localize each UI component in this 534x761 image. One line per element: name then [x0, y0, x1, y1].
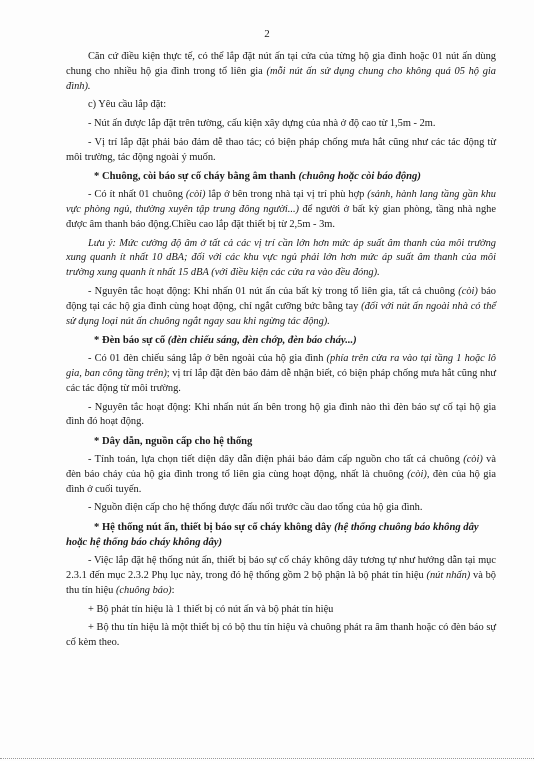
document-body — [66, 50, 496, 655]
section-heading-light: * Đèn báo sự cố (đèn chiếu sáng, đèn chớp, đèn báo cháy...) — [94, 335, 357, 347]
paragraph-install-position: - Vị trí lắp đặt phải bảo đảm dễ thao tác; có biện pháp chống mưa hắt cũng như các tác động từ môi trường, tác động ngoài ý muốn. — [66, 136, 496, 163]
page-number: 2 — [264, 28, 270, 40]
paragraph-wire-sizing: - Tính toán, lựa chọn tiết diện dây dẫn điện phải bảo đảm cấp nguồn cho tất cả chuông (còi) và đèn báo cháy của hộ gia đình trong tổ liên gia cùng hoạt động, nhất là chuông (còi), đèn của hộ gia đình ở cuối tuyến. — [66, 454, 496, 495]
paragraph-bell-operation: - Nguyên tắc hoạt động: Khi nhấn 01 nút ấn của bất kỳ trong tổ liên gia, tất cả chuông (còi) báo động tại các hộ gia đình cùng hoạt động, chỉ ngắt cưỡng bức bằng tay (đối với nút ấn ngoài nhà có thể sử dụng loại nút ấn chuông ngắt ngay sau khi ngừng tác động). — [66, 285, 496, 327]
paragraph-receiver: + Bộ thu tín hiệu là một thiết bị có bộ thu tín hiệu và chuông phát ra âm thanh hoặc có đèn báo sự cố kèm theo. — [66, 622, 496, 649]
paragraph-light-placement: - Có 01 đèn chiếu sáng lắp ở bên ngoài của hộ gia đình (phía trên cửa ra vào tại tầng 1 hoặc lô gia, ban công tầng trên); vị trí lắp đặt đèn bảo đảm dễ nhận biết, có biện pháp chống mưa hắt cũng như các tác động từ môi trường. — [66, 353, 496, 394]
section-heading-wiring: * Dây dẫn, nguồn cấp cho hệ thống — [94, 436, 253, 448]
page-bottom-divider — [0, 758, 534, 759]
paragraph-light-operation: - Nguyên tắc hoạt động: Khi nhấn nút ấn bên trong hộ gia đình nào thì đèn báo sự cố tại hộ gia đình đó hoạt động. — [66, 401, 496, 428]
paragraph-bell-placement: - Có ít nhất 01 chuông (còi) lắp ở bên trong nhà tại vị trí phù hợp (sảnh, hành lang tầng gần khu vực phòng ngủ, thường xuyên tập trung đông người...) để người ở bất kỳ gian phòng, tầng nhà nghe được âm thanh báo động.Chiều cao lắp đặt thiết bị từ 2,5m - 3m. — [66, 189, 496, 230]
paragraph-sound-note: Lưu ý: Mức cường độ âm ở tất cả các vị trí cần lớn hơn mức áp suất âm thanh của môi trường xung quanh ít nhất 10 dBA; đối với các khu vực ngủ phải lớn hơn mức áp suất âm thanh của môi trường xung quanh ít nhất 15 dBA (với điều kiện các cửa ra vào đều đóng). — [66, 237, 496, 279]
paragraph-button-height: - Nút ấn được lắp đặt trên tường, cấu kiện xây dựng của nhà ở độ cao từ 1,5m - 2m. — [88, 118, 436, 130]
paragraph-power-source: - Nguồn điện cấp cho hệ thống được đấu nối trước cầu dao tổng của hộ gia đình. — [88, 502, 423, 514]
section-heading-wireless: * Hệ thống nút ấn, thiết bị báo sự cố cháy không dây (hệ thống chuông báo không dây hoặc hệ thống báo cháy không dây) — [66, 522, 479, 549]
section-heading-bell: * Chuông, còi báo sự cố cháy bằng âm thanh (chuông hoặc còi báo động) — [94, 171, 421, 183]
paragraph-wireless-install: - Việc lắp đặt hệ thống nút ấn, thiết bị báo sự cố cháy không dây tương tự như hướng dẫn tại mục 2.3.1 đến mục 2.3.2 Phụ lục này, trong đó hệ thống gồm 2 bộ phận là bộ phát tín hiệu (nút nhấn) và bộ thu tín hiệu (chuông báo): — [66, 555, 497, 596]
paragraph-transmitter: + Bộ phát tín hiệu là 1 thiết bị có nút ấn và bộ phát tín hiệu — [88, 603, 334, 615]
paragraph-requirements-heading: c) Yêu cầu lắp đặt: — [88, 99, 167, 111]
paragraph-installation-options: Căn cứ điều kiện thực tế, có thể lắp đặt nút ấn tại cửa của từng hộ gia đình hoặc 01 nút ấn dùng chung cho nhiều hộ gia đình trong tổ liên gia (mỗi nút ấn sử dụng chung cho không quá 05 hộ gia đình). — [66, 51, 496, 92]
